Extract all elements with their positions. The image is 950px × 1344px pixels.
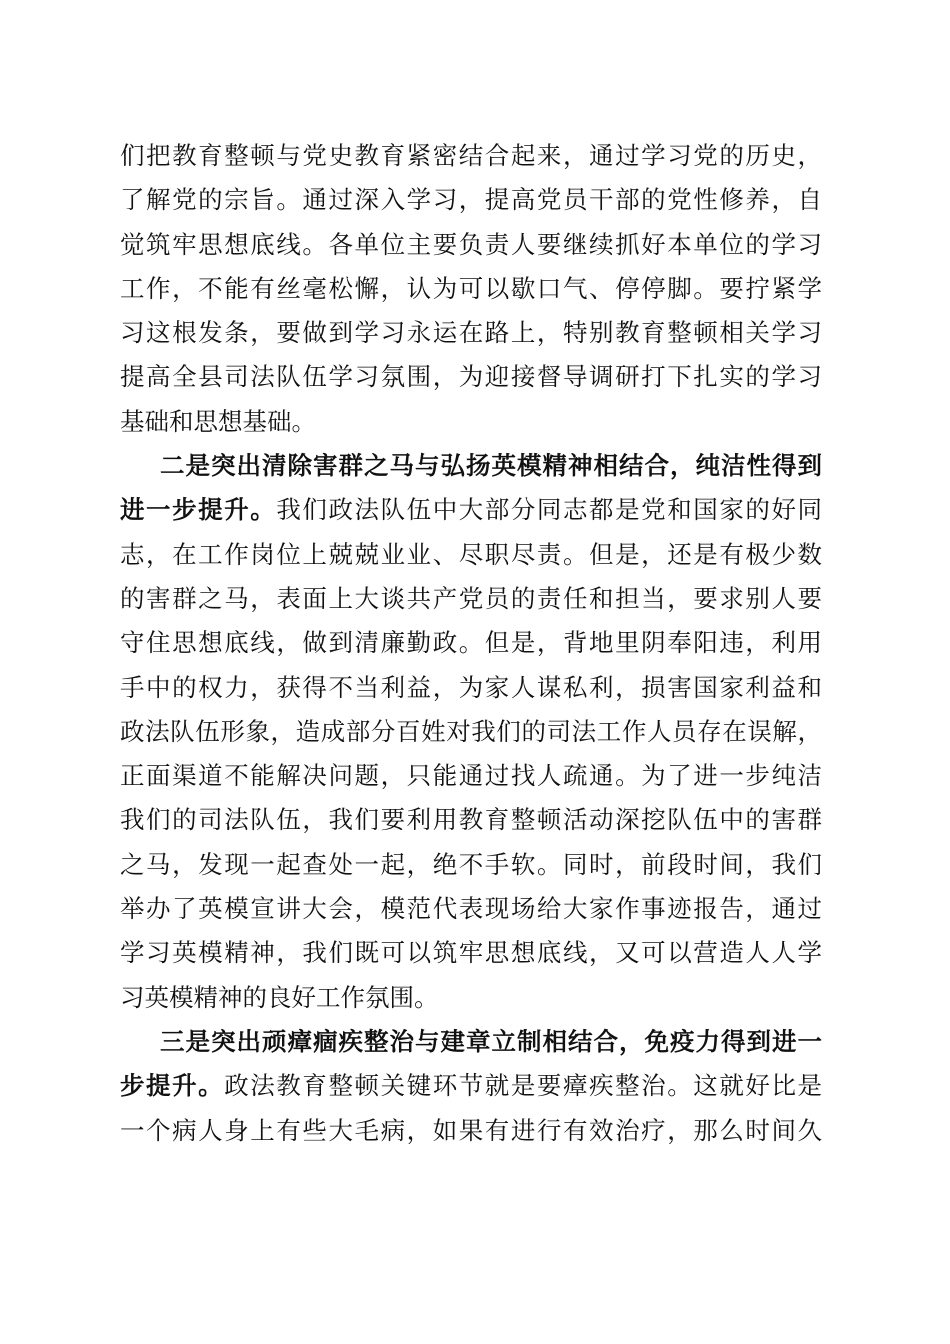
text-line [120, 843, 822, 887]
text-run: 习英模精神的良好工作氛围。 [120, 982, 439, 1012]
text-line [120, 666, 822, 710]
text-run: 正面渠道不能解决问题，只能通过找人疏通。为了进一步纯洁 [120, 761, 822, 791]
paragraph-2 [120, 444, 822, 1020]
text-line [120, 931, 822, 975]
text-run: 工作，不能有丝毫松懈，认为可以歇口气、停停脚。要拧紧学 [120, 273, 822, 303]
text-line [120, 887, 822, 931]
heading-line [120, 444, 822, 488]
text-line [120, 1109, 822, 1153]
text-line [120, 754, 822, 798]
text-line [120, 1064, 822, 1108]
text-run: 学习英模精神，我们既可以筑牢思想底线，又可以营造人人学 [120, 938, 822, 968]
text-line [120, 134, 822, 178]
text-run: 的害群之马，表面上大谈共产党员的责任和担当，要求别人要 [120, 583, 822, 613]
text-line [120, 533, 822, 577]
text-line [120, 311, 822, 355]
text-line [120, 577, 822, 621]
text-run: 了解党的宗旨。通过深入学习，提高党员干部的党性修养，自 [120, 185, 822, 215]
text-line [120, 798, 822, 842]
text-run: 政法队伍形象，造成部分百姓对我们的司法工作人员存在误解， [120, 716, 822, 746]
text-line [120, 976, 822, 1020]
text-run: 觉筑牢思想底线。各单位主要负责人要继续抓好本单位的学习 [120, 229, 822, 259]
text-run: 们把教育整顿与党史教育紧密结合起来，通过学习党的历史， [120, 141, 822, 170]
text-line [120, 710, 822, 754]
bold-heading-run: 步提升。 [120, 1071, 225, 1101]
bold-heading-run: 三是突出顽瘴痼疾整治与建章立制相结合，免疫力得到进一 [160, 1026, 822, 1056]
paragraph-1 [120, 134, 822, 444]
text-run: 我们的司法队伍，我们要利用教育整顿活动深挖队伍中的害群 [120, 805, 822, 835]
text-run: 志，在工作岗位上兢兢业业、尽职尽责。但是，还是有极少数 [120, 539, 822, 569]
paragraph-3 [120, 1020, 822, 1153]
text-run: 基础和思想基础。 [120, 406, 316, 436]
text-line [120, 488, 822, 532]
text-line [120, 621, 822, 665]
text-run: 守住思想底线，做到清廉勤政。但是，背地里阴奉阳违，利用 [120, 628, 822, 658]
text-run: 提高全县司法队伍学习氛围，为迎接督导调研打下扎实的学习 [120, 362, 822, 392]
text-line [120, 178, 822, 222]
text-run: 一个病人身上有些大毛病，如果有进行有效治疗，那么时间久 [120, 1115, 822, 1145]
text-line [120, 223, 822, 267]
text-run: 举办了英模宣讲大会，模范代表现场给大家作事迹报告，通过 [120, 894, 822, 924]
text-run: 习这根发条，要做到学习永运在路上，特别教育整顿相关学习 [120, 318, 822, 348]
heading-line [120, 1020, 822, 1064]
text-line [120, 400, 822, 444]
bold-heading-run: 二是突出清除害群之马与弘扬英模精神相结合，纯洁性得到 [160, 451, 822, 481]
text-line [120, 355, 822, 399]
text-run: 手中的权力，获得不当利益，为家人谋私利，损害国家利益和 [120, 672, 822, 702]
text-run: 我们政法队伍中大部分同志都是党和国家的好同 [276, 495, 823, 525]
bold-heading-run: 进一步提升。 [120, 495, 277, 525]
document-page [120, 134, 822, 1153]
text-run: 之马，发现一起查处一起，绝不手软。同时，前段时间，我们 [120, 849, 822, 879]
text-run: 政法教育整顿关键环节就是要瘴疾整治。这就好比是 [224, 1071, 823, 1101]
text-line [120, 267, 822, 311]
